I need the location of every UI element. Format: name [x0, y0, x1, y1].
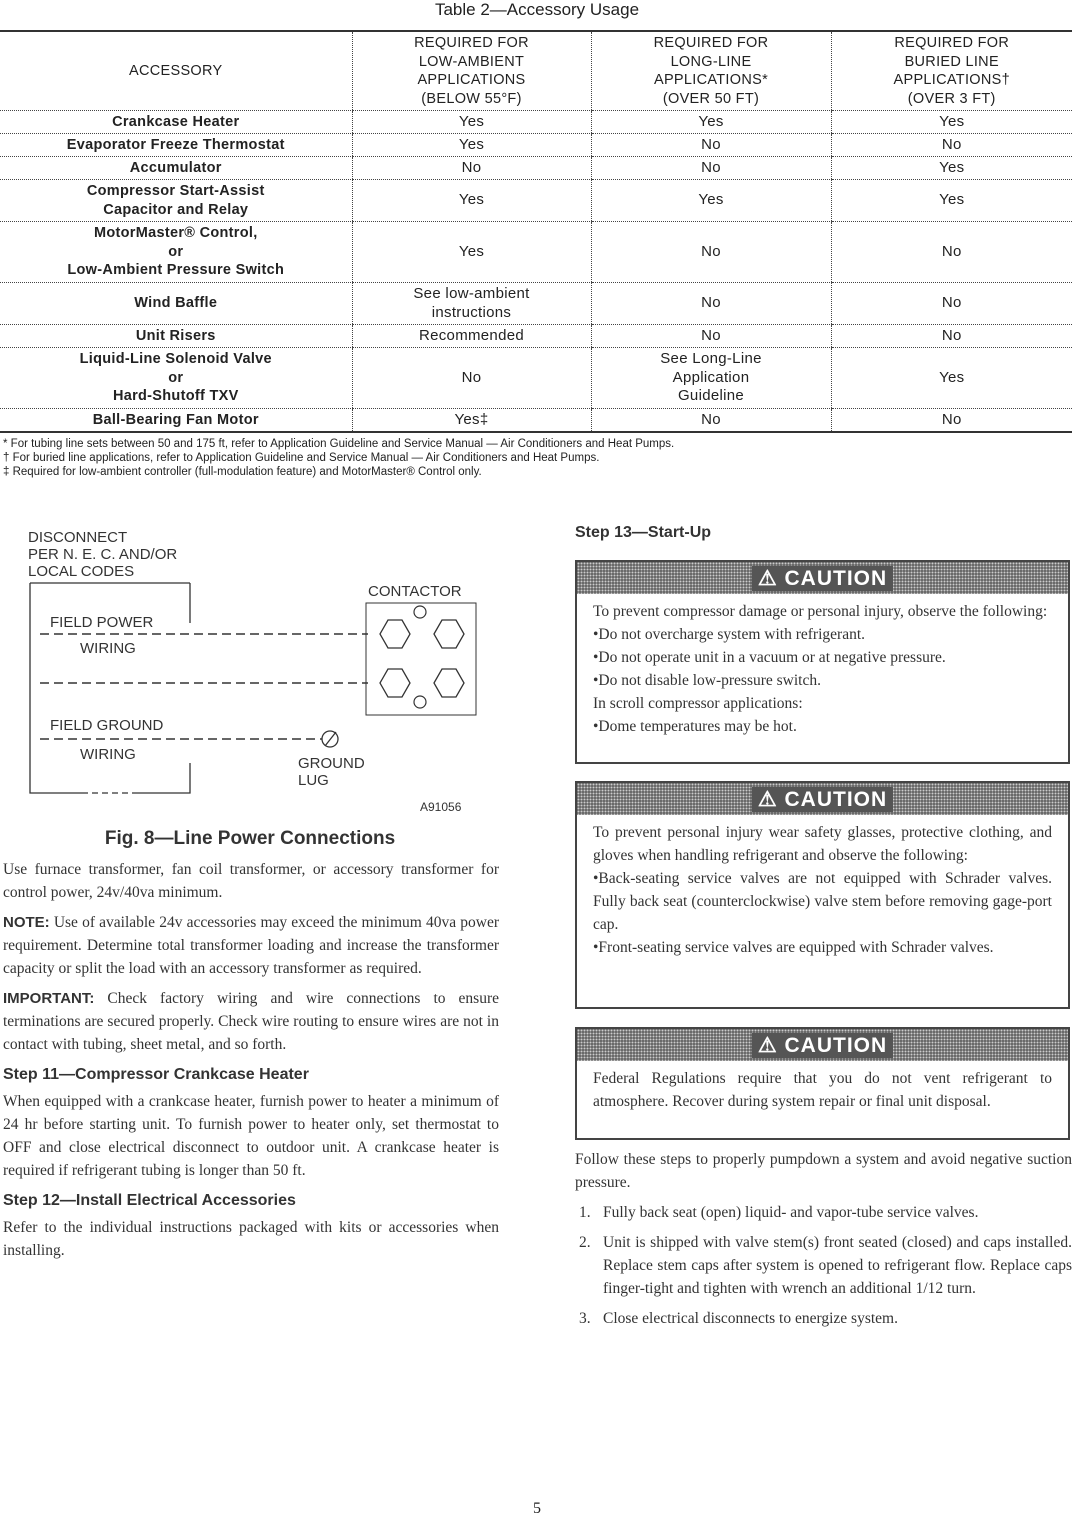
field-ground-label: FIELD GROUND — [50, 717, 164, 734]
header-low-ambient: REQUIRED FOR LOW-AMBIENT APPLICATIONS (BELOW 55°F) — [352, 31, 591, 111]
table-title: Table 2—Accessory Usage — [434, 0, 640, 19]
table-footnotes — [3, 437, 674, 479]
caution-label: ⚠ CAUTION — [752, 1033, 893, 1058]
accessory-usage-table — [0, 30, 1072, 433]
accessory-name: Liquid-Line Solenoid Valve or Hard-Shutoff TXV — [0, 348, 352, 409]
low-ambient-value: Yes — [352, 134, 591, 157]
table-row — [0, 157, 1072, 180]
pumpdown-step — [579, 1231, 1072, 1300]
field-power-wiring-label: WIRING — [80, 640, 136, 657]
important-label: IMPORTANT: — [3, 990, 95, 1007]
low-ambient-value: Yes — [352, 180, 591, 222]
low-ambient-value: Yes — [352, 222, 591, 283]
caution-text: To prevent compressor damage or personal injury, observe the following: •Do not overcharge system with refrigerant. •Do not operate unit in a vacuum or at negative pressure. •Do not disable low-pressure switch. In scroll compressor applications: •Dome temperatures may be hot. — [593, 603, 1048, 735]
table-row — [0, 222, 1072, 283]
buried-line-value: No — [831, 134, 1072, 157]
caution-text: Federal Regulations require that you do not vent refrigerant to atmosphere. Recover during system repair or final unit disposal. — [593, 1070, 1052, 1110]
pumpdown-steps — [575, 1201, 1072, 1330]
transformer-paragraph: Use furnace transformer, fan coil transformer, or accessory transformer for control power, 24v/40va minimum. — [3, 861, 499, 901]
accessory-name: Accumulator — [0, 157, 352, 180]
ground-lug-label-line1: GROUND — [298, 755, 365, 772]
table-row — [0, 325, 1072, 348]
accessory-name: MotorMaster® Control, or Low-Ambient Pressure Switch — [0, 222, 352, 283]
footnote-low-ambient: ‡ Required for low-ambient controller (full-modulation feature) and MotorMaster® Control only. — [3, 466, 482, 478]
low-ambient-value: No — [352, 348, 591, 409]
caution-box-refrigerant-handling — [575, 781, 1070, 1009]
footnote-long-line: * For tubing line sets between 50 and 175 ft, refer to Application Guideline and Service Manual — Air Conditioners and Heat Pumps. — [3, 438, 675, 450]
accessory-name: Ball-Bearing Fan Motor — [0, 409, 352, 432]
long-line-value: No — [591, 157, 831, 180]
long-line-value: Yes — [591, 111, 831, 134]
figure-caption: Fig. 8—Line Power Connections — [104, 828, 396, 849]
table-row — [0, 409, 1072, 432]
contactor-coil-terminal-bottom — [414, 696, 426, 708]
contactor-label: CONTACTOR — [368, 583, 462, 600]
buried-line-value: Yes — [831, 111, 1072, 134]
table-row — [0, 134, 1072, 157]
buried-line-value: Yes — [831, 157, 1072, 180]
pumpdown-step — [579, 1307, 1072, 1330]
long-line-value: No — [591, 134, 831, 157]
contactor-box — [366, 603, 476, 715]
ground-lug-label-line2: LUG — [298, 772, 329, 789]
caution-text: To prevent personal injury wear safety glasses, protective clothing, and gloves when handling refrigerant and observe the following: •Back-seating service valves are not equipped with Schrader valves. Fully back seat (counterclockwise) valve stem before removing gage-port cap. •Front-seating service valves are equipped with Schrader valves. — [593, 824, 1052, 956]
low-ambient-value: Yes — [352, 111, 591, 134]
line-power-wiring-diagram — [0, 515, 520, 815]
accessory-name: Unit Risers — [0, 325, 352, 348]
long-line-value: Yes — [591, 180, 831, 222]
step-text: Close electrical disconnects to energize system. — [603, 1310, 898, 1327]
caution-label: ⚠ CAUTION — [752, 566, 893, 591]
buried-line-value: No — [831, 283, 1072, 325]
important-paragraph — [3, 987, 499, 1056]
figure-id: A91056 — [420, 800, 462, 814]
caution-banner — [577, 562, 1068, 594]
buried-line-value: No — [831, 222, 1072, 283]
note-paragraph — [3, 911, 499, 980]
step-12-heading: Step 12—Install Electrical Accessories — [3, 1192, 296, 1209]
table-header-row — [0, 31, 1072, 111]
accessory-name: Wind Baffle — [0, 283, 352, 325]
step-11-paragraph: When equipped with a crankcase heater, furnish power to heater a minimum of 24 hr before starting unit. To furnish power to heater only, set thermostat to OFF and close electrical disconnect to outdoor unit. A crankcase heater is required if refrigerant tubing is longer than 50 ft. — [3, 1093, 499, 1179]
long-line-value: No — [591, 409, 831, 432]
important-text: Check factory wiring and wire connections to ensure terminations are secured properly. Check wire routing to ensure wires are not in contact with tubing, sheet metal, and so forth. — [3, 990, 499, 1053]
step-number: 1. — [579, 1204, 591, 1221]
buried-line-value: No — [831, 325, 1072, 348]
header-buried-line: REQUIRED FOR BURIED LINE APPLICATIONS† (OVER 3 FT) — [831, 31, 1072, 111]
caution-banner — [577, 783, 1068, 815]
buried-line-value: Yes — [831, 348, 1072, 409]
footnote-buried-line: † For buried line applications, refer to Application Guideline and Service Manual — Air Conditioners and Heat Pumps. — [3, 452, 600, 464]
step-12-paragraph: Refer to the individual instructions packaged with kits or accessories when installing. — [3, 1219, 499, 1259]
accessory-name: Crankcase Heater — [0, 111, 352, 134]
pumpdown-intro: Follow these steps to properly pumpdown a system and avoid negative suction pressure. — [575, 1151, 1072, 1191]
long-line-value: No — [591, 283, 831, 325]
step-number: 3. — [579, 1310, 591, 1327]
low-ambient-value: See low-ambient instructions — [352, 283, 591, 325]
buried-line-value: No — [831, 409, 1072, 432]
header-accessory: ACCESSORY — [0, 31, 352, 111]
table-row — [0, 180, 1072, 222]
field-ground-wiring-label: WIRING — [80, 746, 136, 763]
long-line-value: No — [591, 222, 831, 283]
contactor-terminal-t1 — [434, 620, 464, 648]
caution-banner — [577, 1029, 1068, 1061]
buried-line-value: Yes — [831, 180, 1072, 222]
low-ambient-value: No — [352, 157, 591, 180]
ground-lug-slash — [325, 732, 336, 746]
step-number: 2. — [579, 1234, 591, 1251]
step-text: Unit is shipped with valve stem(s) front seated (closed) and caps installed. Replace stem caps after system is opened to refrigerant flow. Replace caps finger-tight and tighten with wrench an additional 1/12 turn. — [603, 1234, 1072, 1297]
accessory-name: Evaporator Freeze Thermostat — [0, 134, 352, 157]
disconnect-label-line2: PER N. E. C. AND/OR — [28, 546, 178, 563]
step-11-heading: Step 11—Compressor Crankcase Heater — [3, 1066, 309, 1083]
caution-label: ⚠ CAUTION — [752, 787, 893, 812]
pumpdown-step — [579, 1201, 1072, 1224]
contactor-terminal-l1 — [380, 620, 410, 648]
right-column — [575, 1148, 1072, 1337]
table-row — [0, 283, 1072, 325]
step-13-heading: Step 13—Start-Up — [575, 524, 712, 541]
note-text: Use of available 24v accessories may exceed the minimum 40va power requirement. Determine total transformer loading and increase the transformer capacity or split the load with an accessory transformer as required. — [3, 914, 499, 977]
caution-box-federal-regulations — [575, 1027, 1070, 1140]
contactor-coil-terminal-top — [414, 606, 426, 618]
table-row — [0, 111, 1072, 134]
page-number: 5 — [533, 1500, 541, 1517]
disconnect-label-line3: LOCAL CODES — [28, 563, 135, 580]
note-label: NOTE: — [3, 914, 50, 931]
low-ambient-value: Recommended — [352, 325, 591, 348]
long-line-value: No — [591, 325, 831, 348]
step-text: Fully back seat (open) liquid- and vapor-tube service valves. — [603, 1204, 979, 1221]
field-power-label: FIELD POWER — [50, 614, 154, 631]
contactor-terminal-t2 — [434, 669, 464, 697]
left-column — [3, 858, 499, 1269]
disconnect-label-line1: DISCONNECT — [28, 529, 128, 546]
header-long-line: REQUIRED FOR LONG-LINE APPLICATIONS* (OVER 50 FT) — [591, 31, 831, 111]
long-line-value: See Long-Line Application Guideline — [591, 348, 831, 409]
table-row — [0, 348, 1072, 409]
caution-box-compressor — [575, 560, 1070, 764]
low-ambient-value: Yes‡ — [352, 409, 591, 432]
contactor-terminal-l2 — [380, 669, 410, 697]
accessory-name: Compressor Start-Assist Capacitor and Relay — [0, 180, 352, 222]
